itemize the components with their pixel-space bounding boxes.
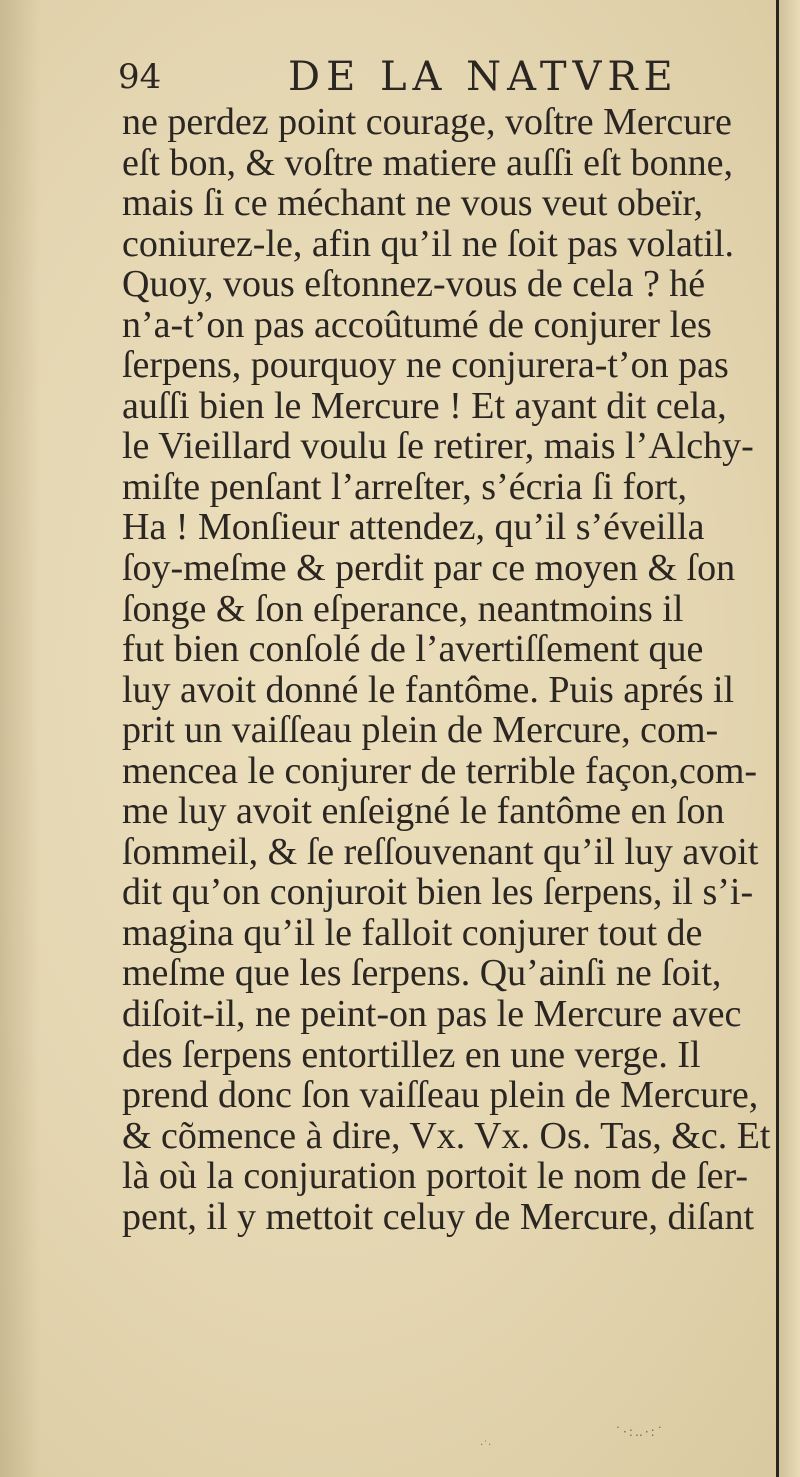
text-line: prend donc ſon vaiſſeau plein de Mercure,: [122, 1074, 759, 1117]
text-line: miſte penſant l’arreſter, s’écria ſi fort,: [122, 465, 688, 508]
text-line: diſoit-il, ne peint-on pas le Mercure avec: [122, 993, 742, 1036]
text-line: n’a-t’on pas accoûtumé de conjurer les: [122, 303, 712, 346]
text-line: le Vieillard voulu ſe retirer, mais l’Alchy-: [122, 425, 754, 468]
text-line: là où la conjuration portoit le nom de ſer-: [122, 1155, 749, 1198]
text-line: ſommeil, & ſe reſſouvenant qu’il luy avoit: [122, 830, 759, 873]
text-line: auſſi bien le Mercure ! Et ayant dit cela,: [122, 384, 727, 427]
text-line: meſme que les ſerpens. Qu’ainſi ne ſoit,: [122, 952, 722, 995]
text-line: fut bien conſolé de l’avertiſſement que: [122, 628, 704, 671]
text-line: magina qu’il le falloit conjurer tout de: [122, 911, 703, 954]
running-head: DE LA NATVRE: [288, 54, 679, 100]
text-line: ſerpens, pourquoy ne conjurera-t’on pas: [122, 344, 729, 387]
text-line: & cõmence à dire, Vx. Vx. Os. Tas, &c. Et: [122, 1114, 771, 1157]
text-line: eſt bon, & voſtre matiere auſſi eſt bonne,: [122, 141, 733, 184]
text-line: mais ſi ce méchant ne vous veut obeïr,: [122, 182, 703, 225]
text-line: me luy avoit enſeigné le fantôme en ſon: [122, 790, 725, 833]
text-line: mencea le conjurer de terrible façon,com-: [122, 749, 758, 792]
printer-ornament: ˙·:‥·:˙: [615, 1425, 665, 1439]
text-line: ſoy-meſme & perdit par ce moyen & ſon: [122, 547, 736, 590]
text-line: des ſerpens entortillez en une verge. Il: [122, 1033, 701, 1076]
text-line: prit un vaiſſeau plein de Mercure, com-: [122, 709, 719, 752]
text-line: ne perdez point courage, voſtre Mercure: [122, 101, 732, 143]
text-line: Ha ! Monſieur attendez, qu’il s’éveilla: [122, 506, 705, 549]
text-line: Quoy, vous eſtonnez-vous de cela ? hé: [122, 263, 706, 306]
page-number: 94: [118, 57, 162, 97]
text-line: coniurez-le, afin qu’il ne ſoit pas volatil.: [122, 222, 735, 265]
page-shadow: [0, 0, 40, 1477]
text-line: pent, il y mettoit celuy de Mercure, diſant: [122, 1195, 755, 1238]
text-body: [122, 102, 790, 1237]
text-line: dit qu’on conjuroit bien les ſerpens, il s’i-: [122, 871, 754, 914]
page-header: [118, 52, 778, 102]
text-line: ſonge & ſon eſperance, neantmoins il: [122, 587, 684, 630]
text-line: luy avoit donné le fantôme. Puis aprés il: [122, 668, 735, 711]
ink-specks: ·˙·: [480, 1440, 492, 1451]
